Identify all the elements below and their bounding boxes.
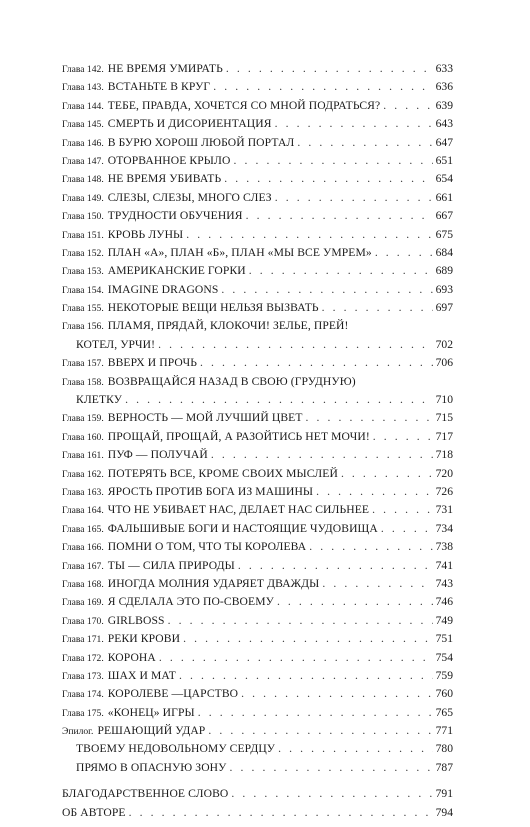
chapter-title: IMAGINE DRAGONS (107, 282, 219, 296)
chapter-title: НЕКОТОРЫЕ ВЕЩИ НЕЛЬЗЯ ВЫЗВАТЬ (107, 301, 319, 315)
chapter-label: Глава 175. (62, 707, 104, 719)
dot-leader (159, 649, 433, 667)
chapter-title-continuation: КОТЕЛ, УРЧИ! (76, 337, 156, 351)
chapter-title: ТРУДНОСТИ ОБУЧЕНИЯ (107, 209, 243, 223)
page-number: 715 (435, 411, 453, 425)
toc-back-matter-entry (62, 804, 453, 822)
page-number: 743 (435, 576, 453, 590)
toc-entry (62, 520, 453, 538)
chapter-title: ПОТЕРЯТЬ ВСЕ, КРОМЕ СВОИХ МЫСЛЕЙ (107, 466, 338, 480)
dot-leader (168, 612, 433, 630)
toc-entry (62, 207, 453, 225)
page-number: 765 (435, 705, 453, 719)
dot-leader (275, 115, 433, 133)
table-of-contents (62, 60, 453, 822)
dot-leader (275, 189, 433, 207)
page-number: 697 (435, 301, 453, 315)
dot-leader (322, 299, 433, 317)
page-number: 794 (435, 805, 453, 819)
chapter-title: ОТОРВАННОЕ КРЫЛО (107, 153, 231, 167)
page-number: 633 (435, 62, 453, 75)
chapter-title: ВЕРНОСТЬ — МОЙ ЛУЧШИЙ ЦВЕТ (107, 411, 303, 425)
toc-entry (62, 557, 453, 575)
dot-leader (278, 740, 432, 758)
chapter-title: ПУФ — ПОЛУЧАЙ (107, 448, 208, 462)
dot-leader (341, 465, 433, 483)
chapter-title: ВОЗВРАЩАЙСЯ НАЗАД В СВОЮ (ГРУДНУЮ) (107, 374, 356, 388)
chapter-label: Глава 173. (62, 670, 104, 682)
dot-leader (316, 483, 432, 501)
page-number: 717 (435, 429, 453, 443)
back-matter-title: БЛАГОДАРСТВЕННОЕ СЛОВО (62, 787, 229, 801)
page-number: 693 (435, 282, 453, 296)
page-number: 771 (435, 724, 453, 738)
section-title: ПРЯМО В ОПАСНУЮ ЗОНУ (76, 760, 227, 774)
chapter-label: Глава 164. (62, 505, 104, 517)
dot-leader (224, 170, 432, 188)
back-matter-title: ОБ АВТОРЕ (62, 805, 126, 819)
page-number: 751 (435, 632, 453, 646)
chapter-label: Глава 152. (62, 247, 104, 259)
page-number: 661 (435, 190, 453, 204)
chapter-label: Глава 145. (62, 119, 104, 131)
toc-entry (62, 226, 453, 244)
page-number: 636 (435, 80, 453, 94)
chapter-title: Я СДЕЛАЛА ЭТО ПО-СВОЕМУ (107, 595, 274, 609)
dot-leader (226, 60, 433, 78)
dot-leader (375, 244, 433, 262)
toc-entry (62, 446, 453, 464)
dot-leader (179, 667, 433, 685)
chapter-label: Глава 168. (62, 578, 104, 590)
toc-entry (62, 134, 453, 152)
toc-entry (62, 501, 453, 519)
page-number: 734 (435, 521, 453, 535)
dot-leader (208, 722, 432, 740)
dot-leader (183, 630, 433, 648)
page-number: 754 (435, 650, 453, 664)
page-number: 780 (435, 742, 453, 756)
dot-leader (277, 593, 433, 611)
chapter-title: НЕ ВРЕМЯ УБИВАТЬ (107, 172, 222, 186)
dot-leader (238, 557, 433, 575)
chapter-title: КРОВЬ ЛУНЫ (107, 227, 184, 241)
toc-entry (62, 373, 453, 391)
toc-entry (62, 170, 453, 188)
toc-entry (62, 281, 453, 299)
page-number: 760 (435, 687, 453, 701)
section-title: ТВОЕМУ НЕДОВОЛЬНОМУ СЕРДЦУ (76, 742, 276, 756)
chapter-label: Глава 161. (62, 450, 104, 462)
page-number: 651 (435, 153, 453, 167)
toc-entry (62, 722, 453, 740)
dot-leader (213, 78, 432, 96)
toc-entry (62, 575, 453, 593)
dot-leader (322, 575, 432, 593)
toc-entry (62, 60, 453, 78)
toc-entry (62, 667, 453, 685)
toc-entry (62, 685, 453, 703)
chapter-title: СЛЕЗЫ, СЛЕЗЫ, МНОГО СЛЕЗ (107, 190, 272, 204)
toc-sub-entry (62, 740, 453, 758)
toc-entry (62, 630, 453, 648)
toc-entry (62, 649, 453, 667)
chapter-title: НЕ ВРЕМЯ УМИРАТЬ (107, 62, 223, 75)
toc-entry-continuation (62, 391, 453, 409)
page-number: 738 (435, 540, 453, 554)
toc-entry (62, 612, 453, 630)
dot-leader (129, 804, 433, 822)
chapter-title: ВСТАНЬТЕ В КРУГ (107, 80, 211, 94)
toc-entry (62, 465, 453, 483)
dot-leader (198, 704, 433, 722)
dot-leader (233, 152, 432, 170)
chapter-label: Глава 167. (62, 560, 104, 572)
page-number: 741 (435, 558, 453, 572)
page-number: 684 (435, 245, 453, 259)
chapter-label: Эпилог. (62, 726, 94, 738)
chapter-title: ПЛАМЯ, ПРЯДАЙ, КЛОКОЧИ! ЗЕЛЬЕ, ПРЕЙ! (107, 319, 349, 333)
page-number: 791 (435, 787, 453, 801)
toc-entry (62, 317, 453, 335)
chapter-title: ШАХ И МАТ (107, 668, 176, 682)
chapter-label: Глава 146. (62, 137, 104, 149)
page-number: 718 (435, 448, 453, 462)
toc-entry (62, 538, 453, 556)
chapter-label: Глава 158. (62, 376, 104, 388)
chapter-title-continuation: КЛЕТКУ (76, 393, 123, 407)
dot-leader (229, 759, 432, 777)
dot-leader (373, 428, 433, 446)
toc-entry (62, 428, 453, 446)
chapter-title: ВВЕРХ И ПРОЧЬ (107, 356, 197, 370)
page-number: 675 (435, 227, 453, 241)
chapter-label: Глава 156. (62, 321, 104, 333)
chapter-label: Глава 165. (62, 523, 104, 535)
chapter-title: КОРОНА (107, 650, 156, 664)
toc-entry (62, 152, 453, 170)
chapter-label: Глава 171. (62, 634, 104, 646)
dot-leader (221, 281, 432, 299)
page-number: 749 (435, 613, 453, 627)
page-number: 643 (435, 117, 453, 131)
chapter-label: Глава 147. (62, 155, 104, 167)
chapter-label: Глава 162. (62, 468, 104, 480)
chapter-label: Глава 166. (62, 542, 104, 554)
dot-leader (241, 685, 432, 703)
dot-leader (249, 262, 433, 280)
chapter-label: Глава 163. (62, 486, 104, 498)
chapter-title: «КОНЕЦ» ИГРЫ (107, 705, 195, 719)
dot-leader (246, 207, 433, 225)
page-number: 689 (435, 264, 453, 278)
chapter-title: GIRLBOSS (107, 613, 165, 627)
dot-leader (309, 538, 432, 556)
chapter-title: СМЕРТЬ И ДИСОРИЕНТАЦИЯ (107, 117, 272, 131)
chapter-label: Глава 157. (62, 358, 104, 370)
chapter-title: РЕШАЮЩИЙ УДАР (97, 724, 206, 738)
toc-entry-continuation (62, 336, 453, 354)
toc-entry (62, 262, 453, 280)
toc-back-matter-entry (62, 785, 453, 803)
toc-entry (62, 97, 453, 115)
page-number: 726 (435, 484, 453, 498)
chapter-title: ЧТО НЕ УБИВАЕТ НАС, ДЕЛАЕТ НАС СИЛЬНЕЕ (107, 503, 370, 517)
toc-entry (62, 409, 453, 427)
chapter-label: Глава 148. (62, 174, 104, 186)
page-number: 710 (435, 393, 453, 407)
chapter-label: Глава 144. (62, 100, 104, 112)
chapter-title: АМЕРИКАНСКИЕ ГОРКИ (107, 264, 246, 278)
chapter-label: Глава 174. (62, 689, 104, 701)
dot-leader (383, 97, 432, 115)
toc-entry (62, 115, 453, 133)
chapter-label: Глава 160. (62, 431, 104, 443)
chapter-label: Глава 170. (62, 615, 104, 627)
page-number: 759 (435, 668, 453, 682)
toc-sub-entry (62, 759, 453, 777)
dot-leader (186, 226, 432, 244)
chapter-label: Глава 154. (62, 284, 104, 296)
toc-entry (62, 483, 453, 501)
dot-leader (231, 785, 432, 803)
chapter-title: РЕКИ КРОВИ (107, 632, 181, 646)
page-number: 706 (435, 356, 453, 370)
page-number: 702 (435, 337, 453, 351)
chapter-title: ИНОГДА МОЛНИЯ УДАРЯЕТ ДВАЖДЫ (107, 576, 320, 590)
chapter-title: ПРОЩАЙ, ПРОЩАЙ, А РАЗОЙТИСЬ НЕТ МОЧИ! (107, 429, 370, 443)
chapter-title: ТЫ — СИЛА ПРИРОДЫ (107, 558, 235, 572)
chapter-title: ТЕБЕ, ПРАВДА, ХОЧЕТСЯ СО МНОЙ ПОДРАТЬСЯ? (107, 98, 381, 112)
dot-leader (200, 354, 433, 372)
toc-entry (62, 189, 453, 207)
dot-leader (297, 134, 432, 152)
page-number: 746 (435, 595, 453, 609)
toc-entry (62, 593, 453, 611)
chapter-title: ПОМНИ О ТОМ, ЧТО ТЫ КОРОЛЕВА (107, 540, 307, 554)
toc-entry (62, 78, 453, 96)
chapter-label: Глава 142. (62, 64, 104, 75)
dot-leader (158, 336, 432, 354)
toc-entry (62, 704, 453, 722)
dot-leader (381, 520, 433, 538)
dot-leader (372, 501, 433, 519)
page-number: 787 (435, 760, 453, 774)
chapter-label: Глава 151. (62, 229, 104, 241)
page-number: 639 (435, 98, 453, 112)
dot-leader (125, 391, 433, 409)
toc-entry (62, 354, 453, 372)
chapter-title: ЯРОСТЬ ПРОТИВ БОГА ИЗ МАШИНЫ (107, 484, 314, 498)
toc-entry (62, 244, 453, 262)
chapter-title: ФАЛЬШИВЫЕ БОГИ И НАСТОЯЩИЕ ЧУДОВИЩА (107, 521, 378, 535)
chapter-label: Глава 172. (62, 652, 104, 664)
chapter-label: Глава 150. (62, 211, 104, 223)
toc-entry (62, 299, 453, 317)
chapter-title: В БУРЮ ХОРОШ ЛЮБОЙ ПОРТАЛ (107, 135, 295, 149)
page-number: 654 (435, 172, 453, 186)
chapter-label: Глава 159. (62, 413, 104, 425)
chapter-label: Глава 155. (62, 303, 104, 315)
chapter-title: ПЛАН «А», ПЛАН «Б», ПЛАН «МЫ ВСЕ УМРЕМ» (107, 245, 372, 259)
page-number: 647 (435, 135, 453, 149)
dot-leader (211, 446, 433, 464)
page-number: 731 (435, 503, 453, 517)
chapter-label: Глава 143. (62, 82, 104, 94)
dot-leader (306, 409, 433, 427)
chapter-label: Глава 169. (62, 597, 104, 609)
page-number: 720 (435, 466, 453, 480)
page-number: 667 (435, 209, 453, 223)
chapter-title: КОРОЛЕВЕ —ЦАРСТВО (107, 687, 239, 701)
chapter-label: Глава 153. (62, 266, 104, 278)
chapter-label: Глава 149. (62, 192, 104, 204)
